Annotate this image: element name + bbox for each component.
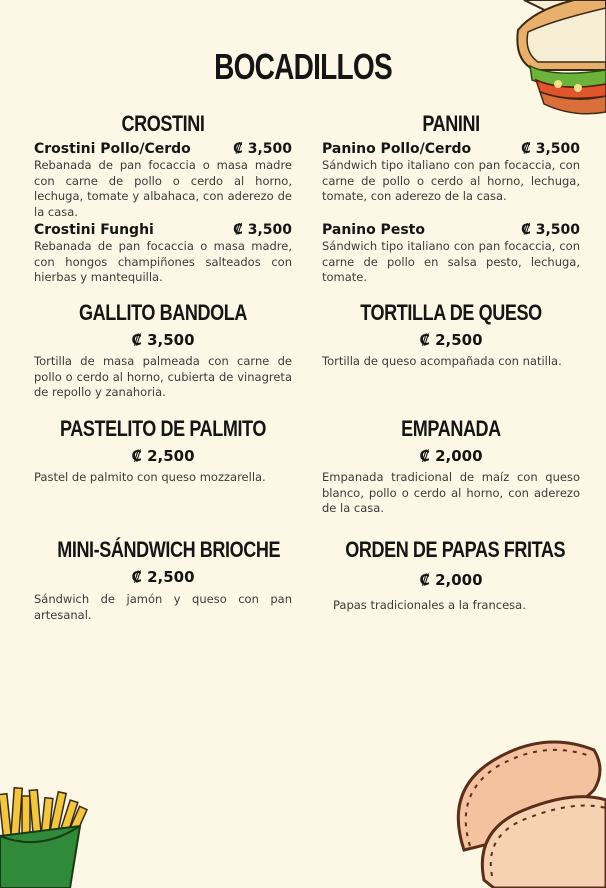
tortilla-desc: Tortilla de queso acompañada con natilla.	[322, 354, 562, 368]
papas-price: ₡ 2,000	[419, 571, 483, 589]
empanada-desc: Empanada tradicional de maíz con queso blanco, pollo o cerdo al horno, con aderezo de la casa.	[322, 470, 580, 516]
item-price: ₡ 3,500	[521, 141, 580, 157]
papas-desc: Papas tradicionales a la francesa.	[333, 598, 526, 612]
panini-section-title: PANINI	[422, 111, 480, 136]
empanada-section-title: EMPANADA	[401, 416, 501, 441]
tortilla-price: ₡ 2,500	[419, 331, 483, 349]
item-price: ₡ 3,500	[233, 141, 292, 157]
item-price: ₡ 3,500	[521, 222, 580, 238]
gallito-desc: Tortilla de masa palmeada con carne de pollo o cerdo al horno, cubierta de vinagreta de repollo y zanahoria.	[34, 354, 292, 400]
crostini-item-1-desc: Rebanada de pan focaccia o masa madre con carne de pollo o cerdo al horno, lechuga, tomate y albahaca, con aderezo de la casa.	[34, 158, 292, 219]
panini-item-2	[322, 222, 580, 238]
pastelito-price: ₡ 2,500	[131, 447, 195, 465]
panini-item-2-desc: Sándwich tipo italiano con pan focaccia, con carne de pollo en salsa pesto, lechuga, tomate.	[322, 239, 580, 285]
panini-item-1-desc: Sándwich tipo italiano con pan focaccia, con carne de pollo o cerdo al horno, lechuga, tomate, con aderezo de la casa.	[322, 158, 580, 204]
brioche-section-title: MINI-SÁNDWICH BRIOCHE	[57, 537, 281, 562]
brioche-price: ₡ 2,500	[131, 568, 195, 586]
gallito-section-title: GALLITO BANDOLA	[79, 300, 247, 325]
empanada-price: ₡ 2,000	[419, 447, 483, 465]
crostini-item-2-desc: Rebanada de pan focaccia o masa madre, con hongos champiñones salteados con hierbas y mantequilla.	[34, 239, 292, 285]
pastelito-section-title: PASTELITO DE PALMITO	[60, 416, 266, 441]
item-name: Panino Pesto	[322, 222, 425, 238]
item-name: Crostini Pollo/Cerdo	[34, 141, 191, 157]
empanada-illustration	[434, 730, 606, 888]
pastelito-desc: Pastel de palmito con queso mozzarella.	[34, 470, 266, 484]
item-name: Panino Pollo/Cerdo	[322, 141, 472, 157]
page-title: BOCADILLOS	[214, 46, 392, 87]
brioche-desc: Sándwich de jamón y queso con pan artesanal.	[34, 592, 292, 622]
item-name: Crostini Funghi	[34, 222, 154, 238]
papas-section-title: ORDEN DE PAPAS FRITAS	[345, 537, 566, 562]
crostini-section-title: CROSTINI	[121, 111, 205, 136]
fries-illustration	[0, 786, 92, 888]
gallito-price: ₡ 3,500	[131, 331, 195, 349]
tortilla-section-title: TORTILLA DE QUESO	[360, 300, 542, 325]
crostini-item-2	[34, 222, 292, 238]
panini-item-1	[322, 141, 580, 157]
item-price: ₡ 3,500	[233, 222, 292, 238]
crostini-item-1	[34, 141, 292, 157]
